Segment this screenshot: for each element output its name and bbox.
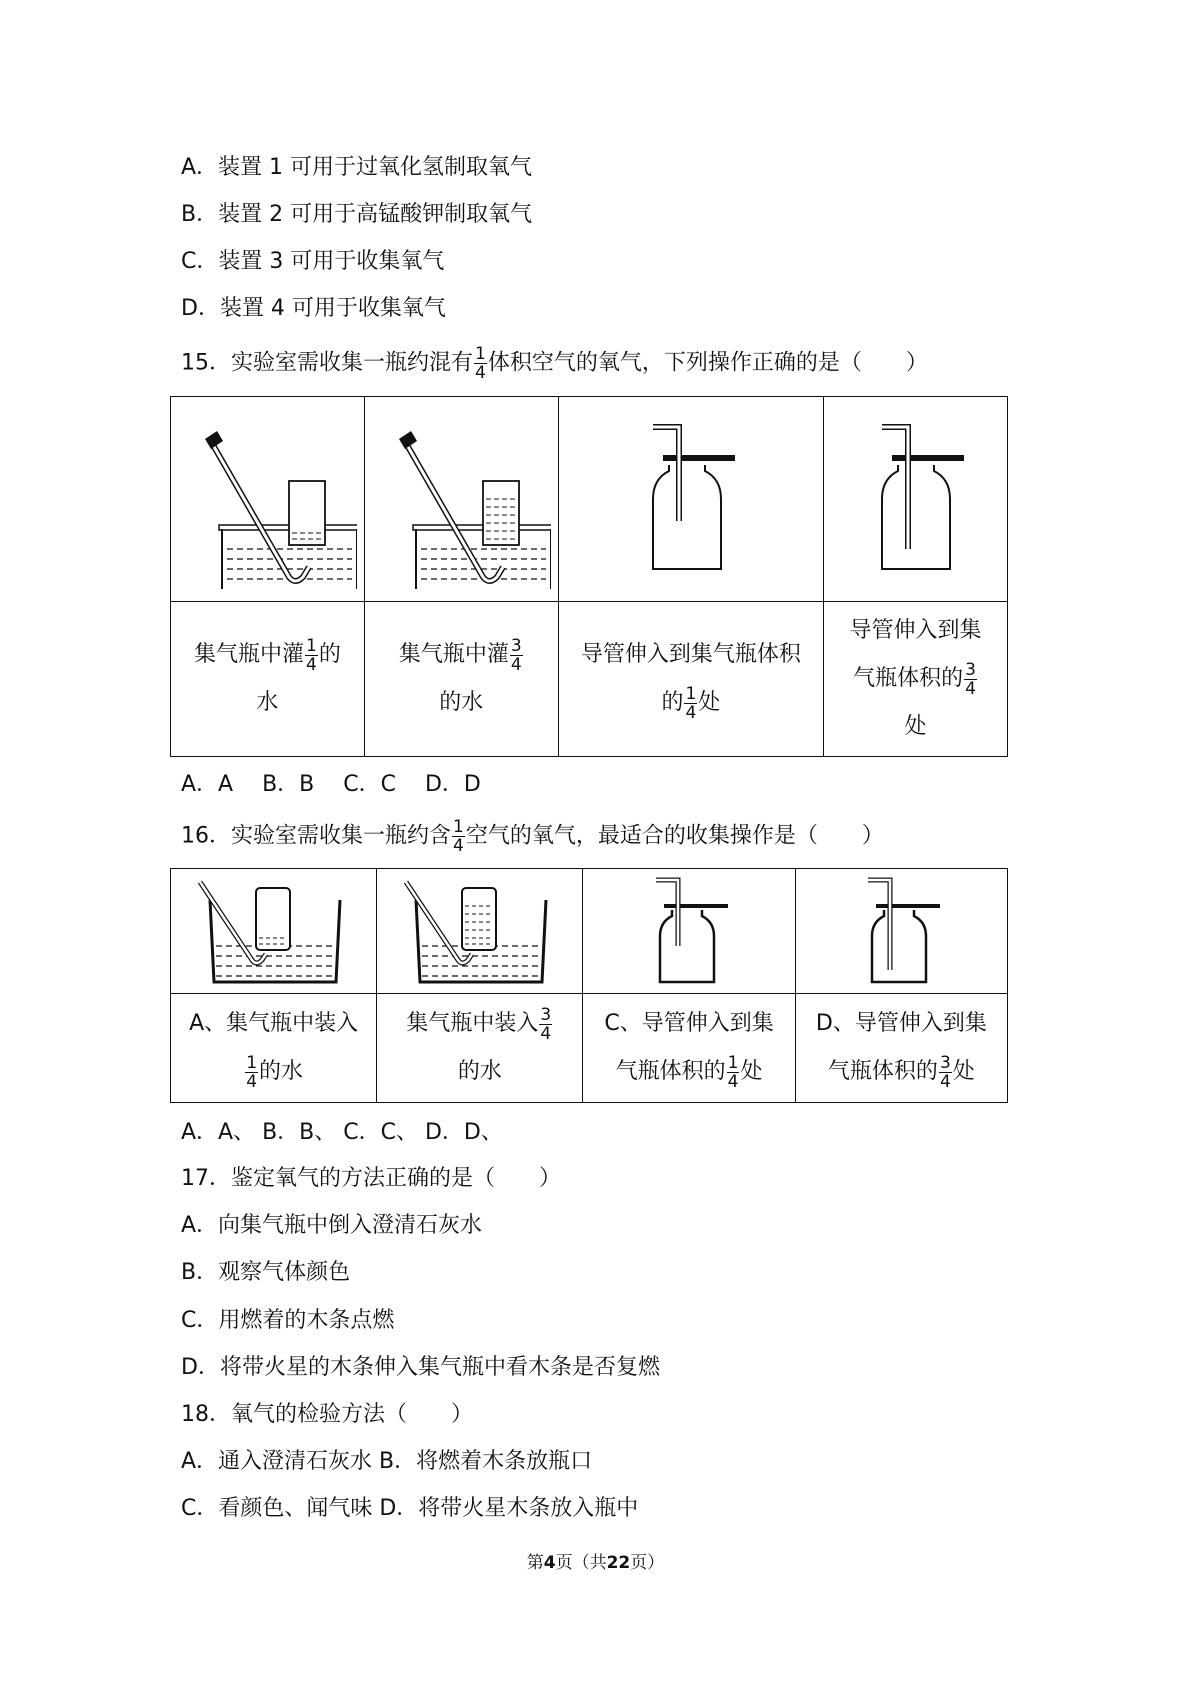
q17-option-b: B．观察气体颜色	[181, 1260, 351, 1285]
q16-caption-d: D、导管伸入到集 气瓶体积的 $\frac{3}{4}$ 处	[795, 994, 1007, 1103]
q16-caption-a: A、集气瓶中装入 $\frac{1}{4}$ 的水	[171, 994, 377, 1103]
q18-stem: 18．氧气的检验方法（ ）	[181, 1402, 473, 1427]
q17-option-a: A．向集气瓶中倒入澄清石灰水	[181, 1213, 483, 1238]
q18-options-ab: A．通入澄清石灰水 B．将燃着木条放瓶口	[181, 1449, 593, 1474]
q16-caption-c: C、导管伸入到集 气瓶体积的 $\frac{1}{4}$ 处	[583, 994, 795, 1103]
q15-figure-a	[171, 397, 365, 602]
beaker-three-quarter-figure	[400, 876, 560, 986]
q15-answers: A．A B．B C．C D．D	[181, 772, 481, 797]
q17-option-d: D．将带火星的木条伸入集气瓶中看木条是否复燃	[181, 1355, 660, 1380]
q16-caption-b: 集气瓶中装入 $\frac{3}{4}$ 的水	[377, 994, 583, 1103]
q14-option-d: D．装置 4 可用于收集氧气	[181, 296, 446, 321]
q15-stem: 15．实验室需收集一瓶约混有 $\frac{1}{4}$ 体积空气的氧气，下列操作正确的是（ ）	[181, 344, 928, 383]
q14-option-a: A．装置 1 可用于过氧化氢制取氧气	[181, 155, 533, 180]
gas-bottle-long-tube-figure	[826, 409, 1006, 589]
q16-figure-d	[795, 869, 1007, 994]
q15-figure-b	[364, 397, 558, 602]
water-trough-three-quarter-figure	[371, 409, 551, 589]
q15-options-table	[170, 396, 1008, 757]
page-footer: 第4页（共22页）	[526, 1553, 665, 1573]
q17-option-c: C．用燃着的木条点燃	[181, 1308, 395, 1333]
q15-figure-c	[558, 397, 823, 602]
bottle-long-tube-figure	[846, 874, 956, 989]
q16-figure-a	[171, 869, 377, 994]
q15-caption-b: 集气瓶中灌 $\frac{3}{4}$ 的水	[364, 602, 558, 757]
q16-figure-c	[583, 869, 795, 994]
q15-caption-c: 导管伸入到集气瓶体积 的 $\frac{1}{4}$ 处	[558, 602, 823, 757]
q16-options-table	[170, 868, 1008, 1103]
bottle-short-tube-figure	[634, 874, 744, 989]
q16-figure-b	[377, 869, 583, 994]
fraction: $\frac{1}{4}$	[453, 817, 464, 856]
fraction: $\frac{1}{4}$	[475, 344, 486, 383]
q16-answers: A．A、 B．B、 C．C、 D．D、	[181, 1120, 503, 1145]
gas-bottle-short-tube-figure	[591, 409, 791, 589]
q15-caption-a: 集气瓶中灌 $\frac{1}{4}$ 的 水	[171, 602, 365, 757]
water-trough-quarter-figure	[177, 409, 357, 589]
q16-stem: 16．实验室需收集一瓶约含 $\frac{1}{4}$ 空气的氧气，最适合的收集操作是（ ）	[181, 817, 884, 856]
q15-caption-d: 导管伸入到集 气瓶体积的 $\frac{3}{4}$ 处	[824, 602, 1008, 757]
beaker-quarter-figure	[194, 876, 354, 986]
q17-stem: 17．鉴定氧气的方法正确的是（ ）	[181, 1166, 561, 1191]
q14-option-b: B．装置 2 可用于高锰酸钾制取氧气	[181, 202, 533, 227]
q15-figure-d	[824, 397, 1008, 602]
q18-options-cd: C．看颜色、闻气味 D．将带火星木条放入瓶中	[181, 1496, 639, 1521]
q14-option-c: C．装置 3 可用于收集氧气	[181, 249, 445, 274]
